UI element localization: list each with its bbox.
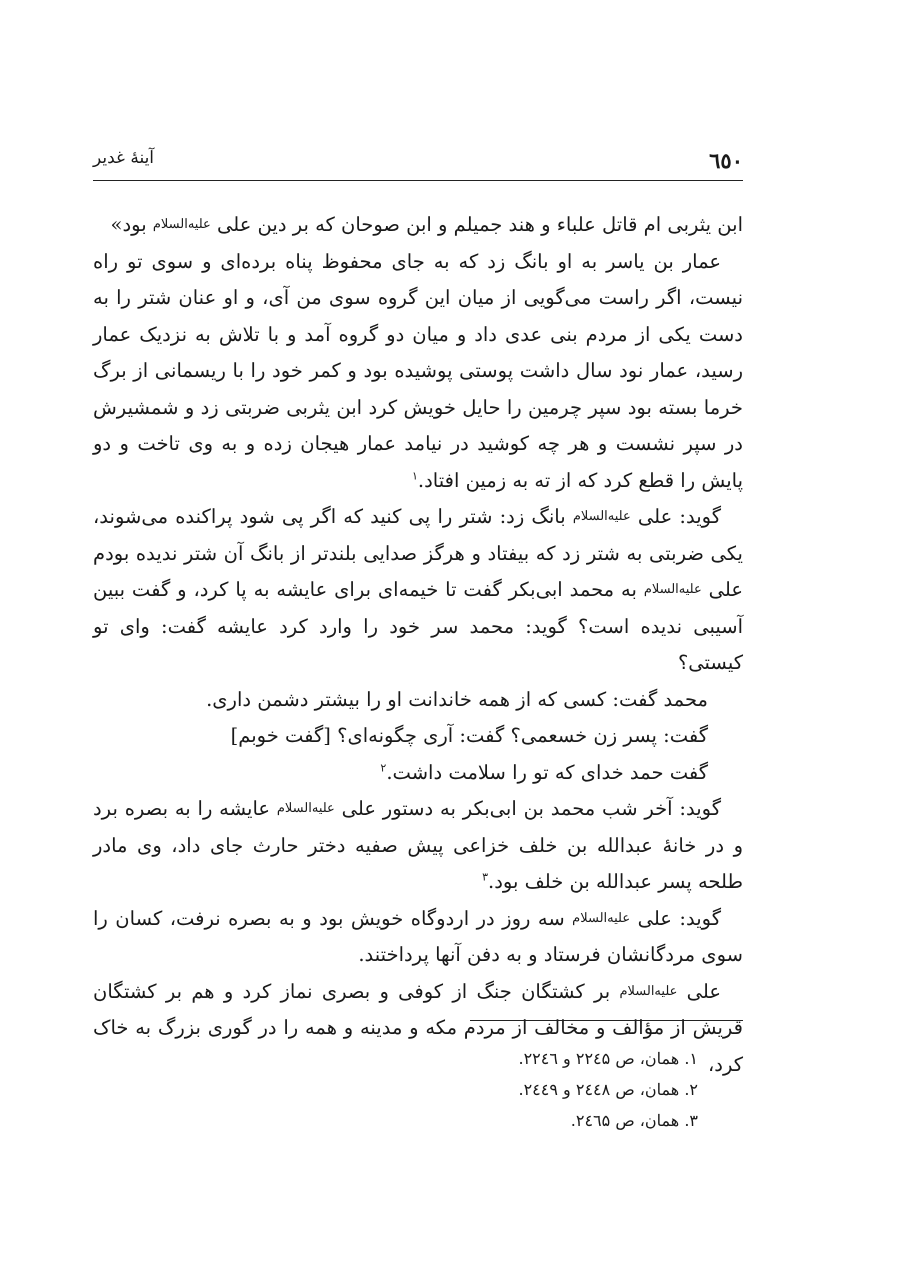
footnote-3: ۳. همان، ص ۲٤٦۵.: [570, 1111, 698, 1130]
footnotes: [93, 1043, 743, 1136]
footnote-ref-3[interactable]: ۳: [482, 870, 489, 884]
honorific-mark: علیه‌السلام: [152, 217, 211, 232]
honorific-mark: علیه‌السلام: [572, 509, 631, 524]
page-header: [93, 140, 743, 180]
paragraph-6: علی علیه‌السلام بر کشتگان جنگ از کوفی و بصری نماز کرد و هم بر کشتگان قریش از مؤالف و مخالف از مردم مکه و مدینه و همه را در گوری بزرگ به خاک کرد،: [93, 979, 743, 1076]
footnote-ref-2[interactable]: ۲: [380, 761, 387, 774]
paragraph-1: ابن یثربی ام قاتل علباء و هند جمیلم و ابن صوحان که بر دین علی علیه‌السلام بود»: [110, 213, 743, 236]
paragraph-2: عمار بن یاسر به او بانگ زد که به جای محفوظ پناه برده‌ای و سوی تو راه نیست، اگر راست می‌گویی از میان این گروه سوی من آی، و او عنان شتر را به دست یکی از مردم بنی عدی داد و میان دو گروه آمد و با تلاش به نزدیک عمار رسید، عمار نود سال داشت پوستی پوشیده بود و کمر خود را با ریسمانی از برگ خرما بسته بود سپر چرمین را حایل خویش کرد ابن یثربی ضربتی زد و شمشیرش در سپر نشست و هر چه کوشید در نیامد عمار هیجان زده و به وی تاخت و دو پایش را قطع کرد که از ته به زمین افتاد.$^۱$: [93, 249, 743, 492]
footnote-ref-1[interactable]: ۱: [412, 469, 418, 482]
honorific-mark: علیه‌السلام: [572, 910, 631, 926]
honorific-mark: علیه‌السلام: [619, 983, 678, 999]
verse-line-1: محمد گفت: کسی که از همه خاندانت او را بیشتر دشمن داری.: [206, 687, 708, 711]
footnote-1: ۱. همان، ص ۲۲٤۵ و ۲۲٤٦.: [518, 1049, 698, 1068]
paragraph-4: گوید: آخر شب محمد بن ابی‌بکر به دستور علی علیه‌السلام عایشه را به بصره برد و در خانهٔ عبدالله بن خلف خزاعی پیش صفیه دختر حارث جای داد، وی مادر طلحه پسر عبدالله بن خلف بود.$^۳$: [93, 797, 743, 893]
footnote-separator: [470, 1020, 743, 1021]
paragraph-5: گوید: علی علیه‌السلام سه روز در اردوگاه خویش بود و به بصره نرفت، کسان را سوی مردگانشان فرستاد و به دفن آنها پرداختند.: [93, 906, 743, 966]
verse-line-3: گفت حمد خدای که تو را سلامت داشت.$^۲$: [380, 760, 708, 784]
verse-block: [93, 682, 743, 792]
body-text: [93, 207, 743, 1083]
page-number: ٦٥٠: [709, 148, 743, 173]
paragraph-3: گوید: علی علیه‌السلام بانگ زد: شتر را پی کنید که اگر پی شود پراکنده می‌شوند، یکی ضربتی به شتر زد که بیفتاد و هرگز صدایی بلندتر از بانگ آن شتر ندیده بودم علی علیه‌السلام به محمد ابی‌بکر گفت تا خیمه‌ای برای عایشه به پا کرد، و گفت ببین آسیبی ندیده است؟ گوید: محمد سر خود را وارد کرد عایشه گفت: وای تو کیستی؟: [93, 505, 744, 674]
verse-line-2: گفت: پسر زن خسعمی؟ گفت: آری چگونه‌ای؟ [گفت خوبم]: [230, 724, 708, 747]
running-title: آینهٔ غدیر: [93, 148, 155, 168]
footnote-2: ۲. همان، ص ۲٤٤۸ و ۲٤٤۹.: [518, 1080, 698, 1099]
honorific-mark: علیه‌السلام: [276, 801, 335, 816]
header-rule: [93, 180, 743, 181]
honorific-mark: علیه‌السلام: [643, 582, 702, 597]
